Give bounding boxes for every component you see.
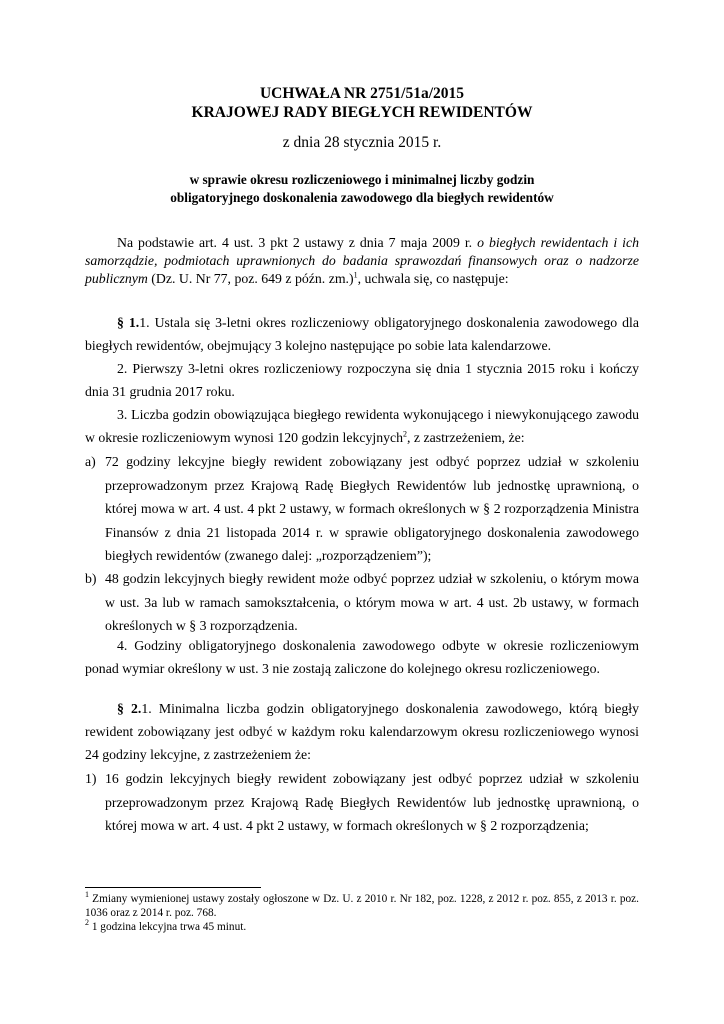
preamble-text-2: (Dz. U. Nr 77, poz. 649 z późn. zm.) <box>147 271 354 286</box>
footnote-2 <box>85 918 639 935</box>
section-1-p3-text: 3. Liczba godzin obowiązująca biegłego rewidenta wykonującego i niewykonującego zawodu w okresie rozliczeniowym wynosi 120 godzin lekcyjnych <box>85 407 639 445</box>
act-title: o biegłych rewidentach i ich samorządzie, podmiotach uprawnionych do badania sprawozdań finansowych oraz o nadzorze publicznym <box>85 235 639 286</box>
section-1-p3-tail: , z zastrzeżeniem, że: <box>407 430 525 445</box>
footnote-2-number: 2 <box>85 918 89 928</box>
list-item-a <box>85 450 639 568</box>
list-item-b <box>85 567 639 638</box>
resolution-date: z dnia 28 stycznia 2015 r. <box>282 134 442 151</box>
preamble-text-1: Na podstawie art. 4 ust. 3 pkt 2 ustawy z dnia 7 maja 2009 r. <box>117 235 478 250</box>
title-line-2: KRAJOWEJ RADY BIEGŁYCH REWIDENTÓW <box>191 104 533 121</box>
resolution-subject: w sprawie okresu rozliczeniowego i minimalnej liczby godzin obligatoryjnego doskonalenia zawodowego dla biegłych rewidentów <box>170 172 554 205</box>
title-line-1: UCHWAŁA NR 2751/51a/2015 <box>259 85 465 102</box>
section-2-mark: § 2. <box>117 701 142 716</box>
section-1-paragraph-1 <box>85 311 639 357</box>
section-2-p1-text: 1. Minimalna liczba godzin obligatoryjnego doskonalenia zawodowego, którą biegły rewident zobowiązany jest odbyć w każdym roku kalendarzowym okresu rozliczeniowego wynosi 24 godziny lekcyjne, z zastrzeżeniem że: <box>85 701 639 762</box>
resolution-title <box>0 84 724 122</box>
list-text-1: 16 godzin lekcyjnych biegły rewident zobowiązany jest odbyć poprzez udział w szkoleniu przeprowadzonym przez Krajową Radę Biegłych Rewidentów lub jednostkę uprawnioną, o której mowa w art. 4 ust. 4 pkt 2 ustawy, w formach określonych w § 2 rozporządzenia; <box>105 771 639 833</box>
preamble-text-3: , uchwala się, co następuje: <box>357 271 509 286</box>
footnote-ref-2: 2 <box>403 429 408 439</box>
section-1-paragraph-4: 4. Godziny obligatoryjnego doskonalenia zawodowego odbyte w okresie rozliczeniowym ponad wymiar określony w ust. 3 nie zostają zaliczone do kolejnego okresu rozliczeniowego. <box>85 638 639 676</box>
footnote-1-number: 1 <box>85 890 89 900</box>
section-1-mark: § 1. <box>117 315 140 330</box>
section-1-p1-text: 1. Ustala się 3-letni okres rozliczeniowy obligatoryjnego doskonalenia zawodowego dla biegłych rewidentów, obejmujący 3 kolejno następujące po sobie lata kalendarzowe. <box>85 315 639 353</box>
footnote-ref-1: 1 <box>353 270 358 280</box>
list-label-1: 1) <box>85 771 97 786</box>
list-text-b: 48 godzin lekcyjnych biegły rewident może odbyć poprzez udział w szkoleniu, o którym mowa w ust. 3a lub w ramach samokształcenia, o którym mowa w art. 4 ust. 2b ustawy, w formach określonych w § 3 rozporządzenia. <box>105 571 639 633</box>
list-label-a: a) <box>85 454 96 469</box>
section-2-paragraph-1 <box>85 697 639 766</box>
footnote-1-text: Zmiany wymienionej ustawy zostały ogłoszone w Dz. U. z 2010 r. Nr 182, poz. 1228, z 2012 r. poz. 855, z 2013 r. poz. 1036 oraz z 2014 r. poz. 768. <box>85 893 639 919</box>
list-item-1 <box>85 767 639 838</box>
footnote-separator <box>85 887 261 888</box>
footnote-1 <box>85 890 639 920</box>
footnote-2-text: 1 godzina lekcyjna trwa 45 minut. <box>89 921 247 933</box>
list-text-a: 72 godziny lekcyjne biegły rewident zobowiązany jest odbyć poprzez udział w szkoleniu przeprowadzonym przez Krajową Radę Biegłych Rewidentów lub jednostkę uprawnioną, o której mowa w art. 4 ust. 4 pkt 2 ustawy, w formach określonych w § 2 rozporządzenia Ministra Finansów z dnia 21 listopada 2014 r. w sprawie obligatoryjnego doskonalenia zawodowego biegłych rewidentów (zwanego dalej: „rozporządzeniem”); <box>105 454 639 563</box>
list-label-b: b) <box>85 571 97 586</box>
section-1-paragraph-3 <box>85 403 639 449</box>
preamble <box>85 234 639 288</box>
section-1-paragraph-2: 2. Pierwszy 3-letni okres rozliczeniowy rozpoczyna się dnia 1 stycznia 2015 roku i kończy dnia 31 grudnia 2017 roku. <box>85 361 639 399</box>
